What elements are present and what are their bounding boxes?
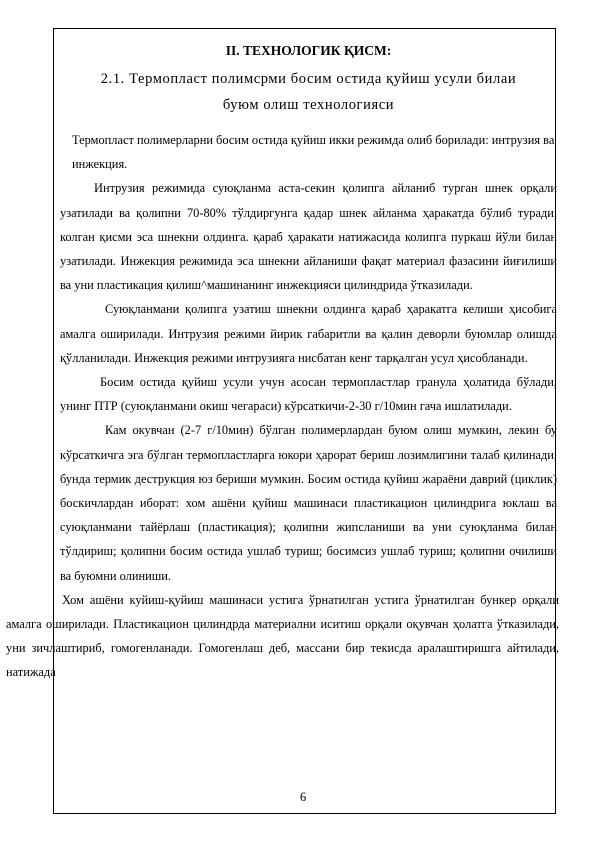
paragraph-2: Интрузия режимида суюқланма аста-секин қолипга айланиб турган шнек орқали узатилади ва қолипни 70-80% тўлдиргунга қадар шнек айланма ҳаракатда бўлиб туради, колган қисми эса шнекни олдинга. қараб ҳаракати натижасида колипга пуркаш йўли билан узатилади. Инжекция режимида эса шнекни айланиши фақат материал фазасини йиғилиши ва уни пластикация қилиш^машинанинг инжекцияси цилиндрида ўтказилади.: [60, 181, 557, 293]
page-number: 6: [300, 790, 307, 804]
paragraph-5: Кам окувчан (2-7 г/10мин) бўлган полимерлардан буюм олиш мумкин, лекин бу кўрсаткичга эга бўлган термопластларга юкори ҳарорат бериш лозимлигини талаб қилинади, бунда термик деструкция юз бериши мумкин. Босим остида қуйиш жараёни даврий (циклик) боскичлардан иборат: хом ашёни қуйиш машинаси пластикацион цилиндрига юклаш ва суюқланмани тайёрлаш (пластикация); қолипни жипсланиши ва уни суюқланма билан тўлдириш; қолипни босим остида ушлаб туриш; босимсиз ушлаб туриш; қолипни очилиши ва буюмни олиниши.: [60, 423, 557, 583]
paragraph-1: Термопласт полимерларни босим остида қуйиш икки режимда олиб борилади: интрузия ва инжекция.: [72, 133, 555, 172]
subsection-title-line-1: 2.1. Термопласт полимсрми босим остида қуйиш усули билаи: [100, 71, 517, 87]
subsection-title-line-2: буюм олиш технологияси: [222, 97, 395, 113]
paragraph-3: Суюқланмани қолипга узатиш шнекни олдинга қараб ҳаракатга келиши ҳисобига амалга оширилади. Интрузия режими йирик габаритли ва қалин деворли буюмлар олишда қўлланилади. Инжекция режими интрузияга нисбатан кенг тарқалган усул ҳисобланади.: [60, 302, 557, 365]
section-title: II. ТЕХНОЛОГИК ҚИСМ:: [225, 43, 392, 58]
paragraph-4: Босим остида қуйиш усули учун асосан термопластлар гранула ҳолатида бўлади, унинг ПТР (суюқланмани окиш чегараси) кўрсаткичи-2-30 г/10мин гача ишлатилади.: [60, 375, 557, 414]
document-body: [6, 36, 559, 685]
paragraph-6: Хом ашёни куйиш-қуйиш машинаси устига ўрнатилган устига ўрнатилган бункер орқали амалга оширилади. Пластикацион цилиндрда материални иситиш орқали оқувчан ҳолатга ўтказилади, уни зичлаштириб, гомогенланади. Гомогенлаш деб, массани бир текисда аралаштиришга айтилади, натижада: [6, 592, 559, 680]
